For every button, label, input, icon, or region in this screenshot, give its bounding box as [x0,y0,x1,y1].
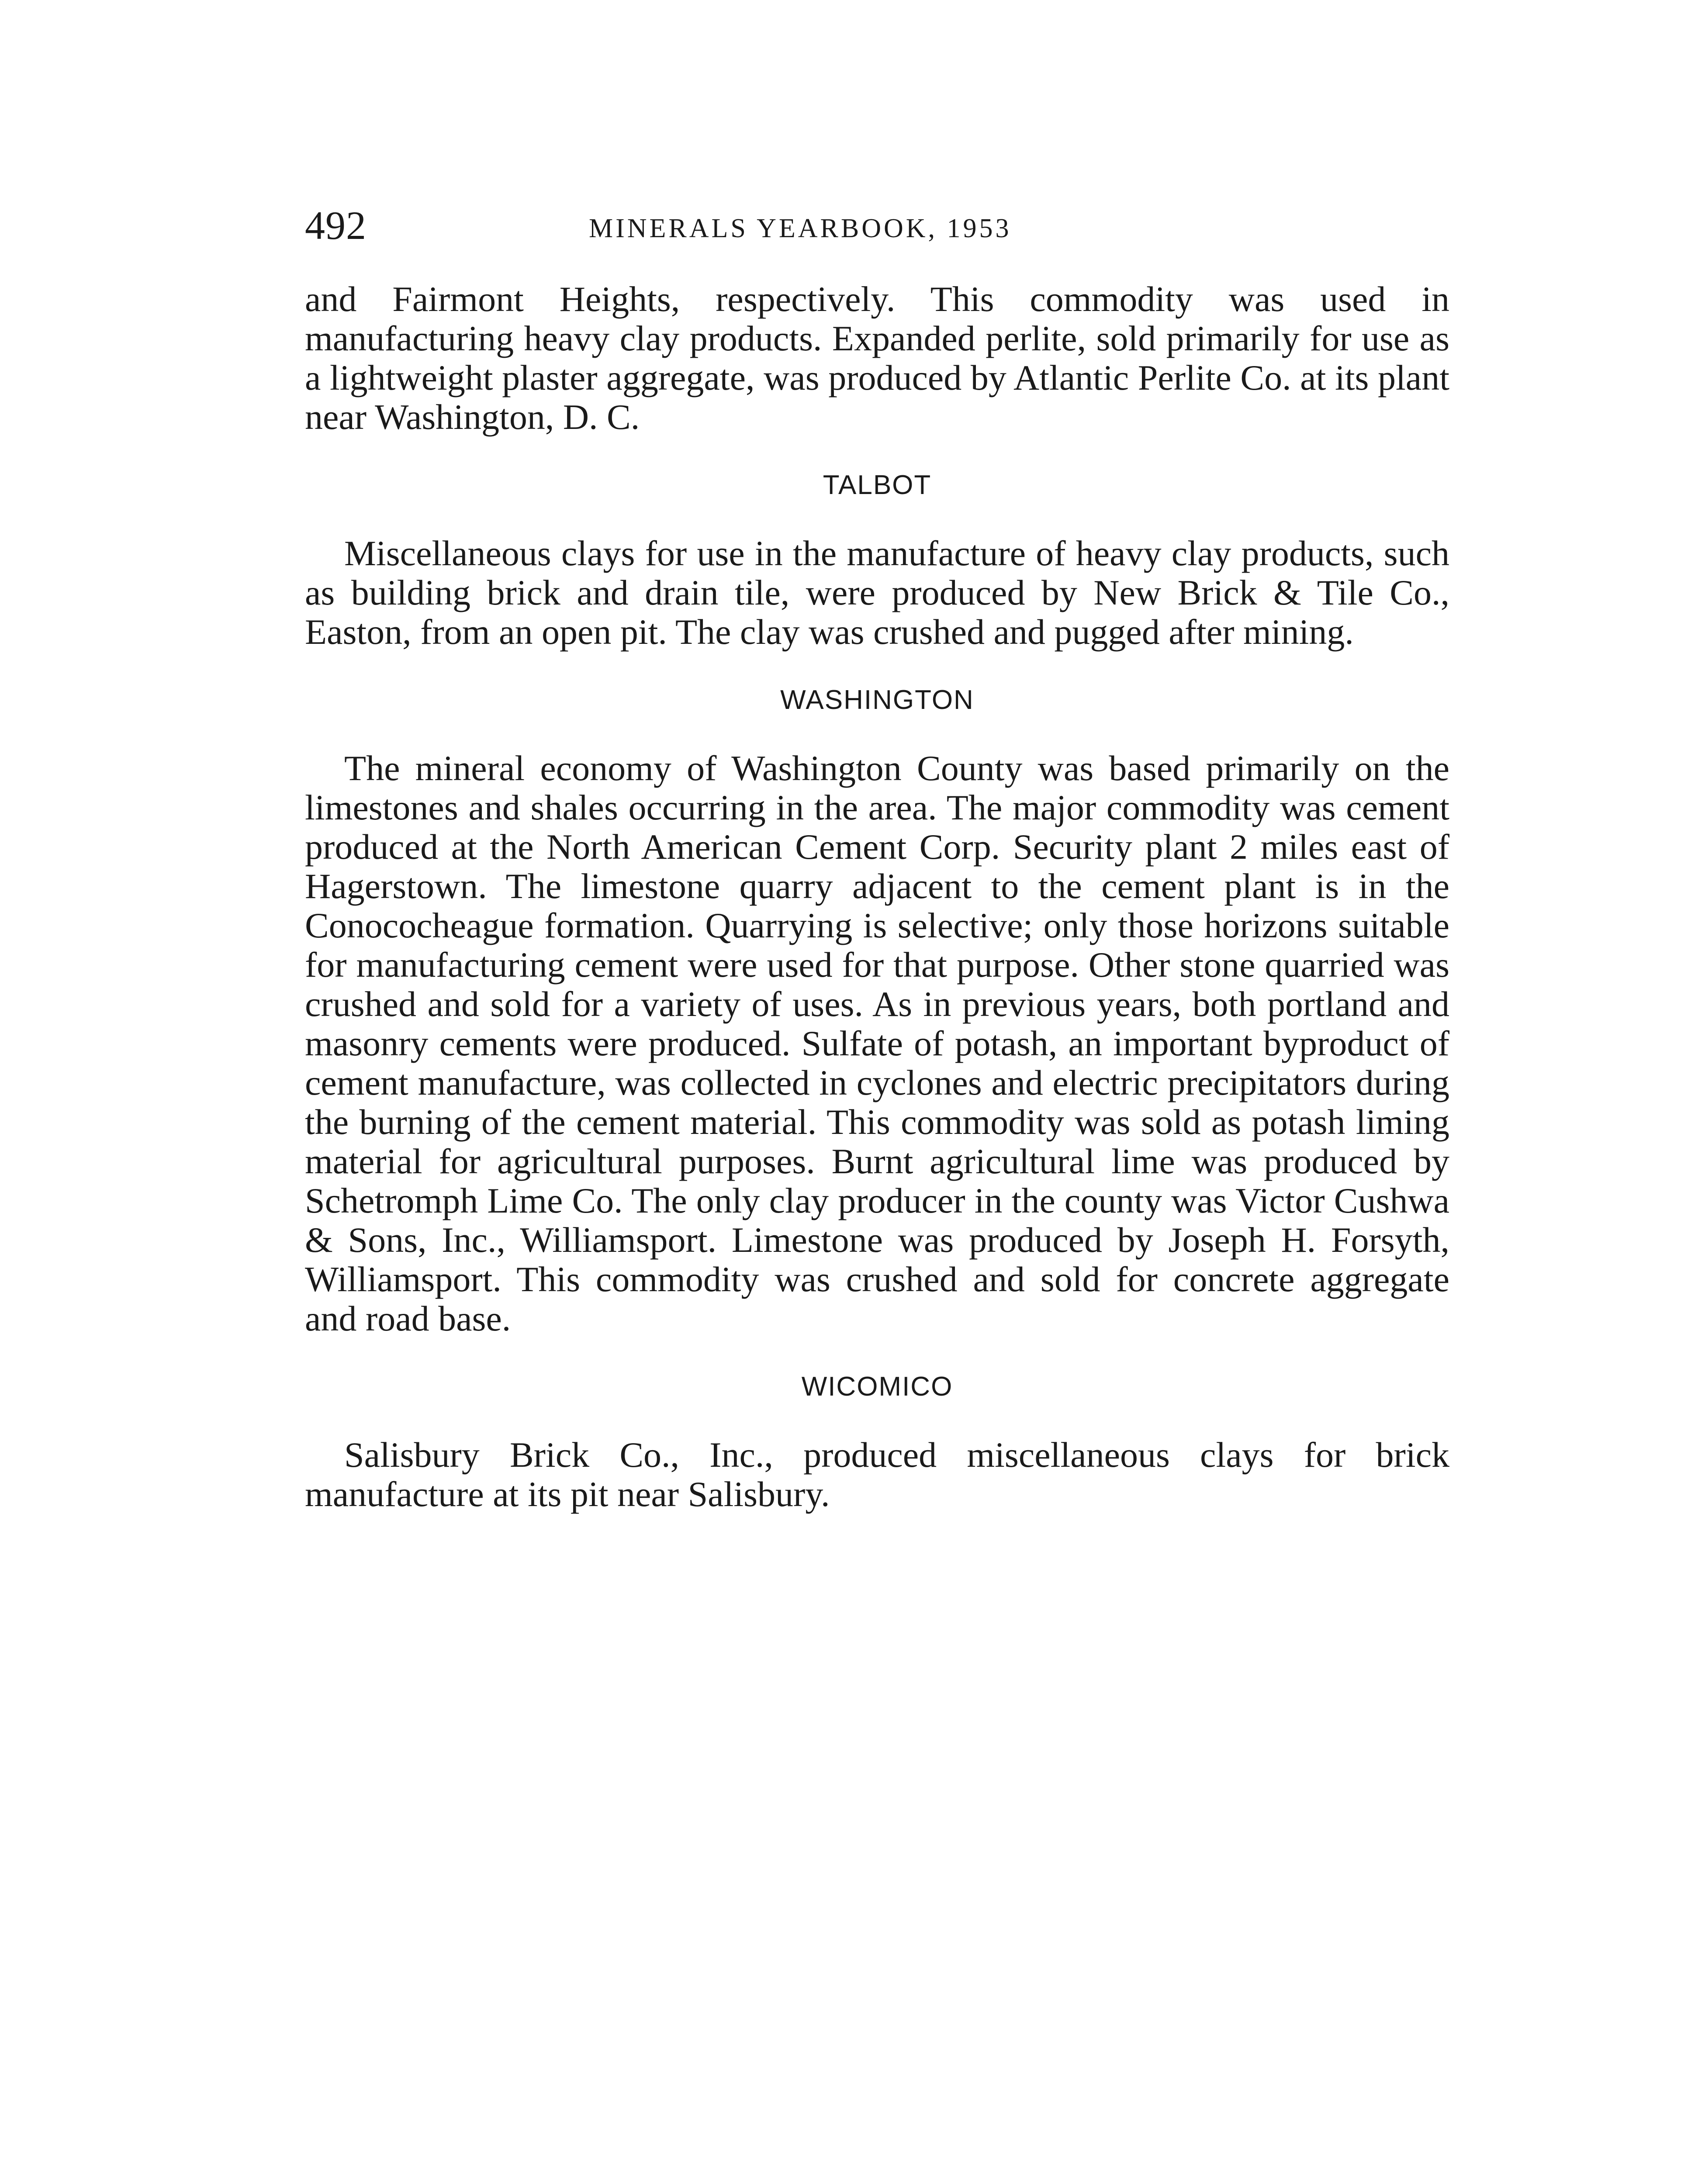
intro-paragraph: and Fairmont Heights, respectively. This commodity was used in manufacturing heavy clay products. Expanded perlite, sold primarily for use as a lightweight plaster aggregate, was produced by Atlantic Perlite Co. at its plant near Washington, D. C. [305,279,1449,437]
section-paragraph-wicomico: Salisbury Brick Co., Inc., produced miscellaneous clays for brick manufacture at its pit near Salisbury. [305,1435,1449,1514]
page-number: 492 [305,203,367,248]
section-paragraph-talbot: Miscellaneous clays for use in the manufacture of heavy clay products, such as building brick and drain tile, were produced by New Brick & Tile Co., Easton, from an open pit. The clay was crushed and pugged after mining. [305,533,1449,652]
section-heading-washington: WASHINGTON [780,685,974,715]
running-title: MINERALS YEARBOOK, 1953 [589,214,1012,243]
section-heading-wicomico: WICOMICO [801,1372,953,1402]
body-text [305,280,1449,1514]
section-heading-talbot: TALBOT [823,470,932,500]
section-paragraph-washington: The mineral economy of Washington County was based primarily on the limestones and shales occurring in the area. The major commodity was cement produced at the North American Cement Corp. Security plant 2 miles east of Hagerstown. The limestone quarry adjacent to the cement plant is in the Conococheague formation. Quarrying is selective; only those horizons suitable for manufacturing cement were used for that purpose. Other stone quarried was crushed and sold for a variety of uses. As in previous years, both portland and masonry cements were produced. Sulfate of potash, an important byproduct of cement manufacture, was collected in cyclones and electric precipitators during the burning of the cement material. This commodity was sold as potash liming material for agricultural purposes. Burnt agricultural lime was produced by Schetromph Lime Co. The only clay producer in the county was Victor Cushwa & Sons, Inc., Williamsport. Limestone was produced by Joseph H. Forsyth, Williamsport. This commodity was crushed and sold for concrete aggregate and road base. [305,748,1449,1338]
page-header [305,205,1449,266]
